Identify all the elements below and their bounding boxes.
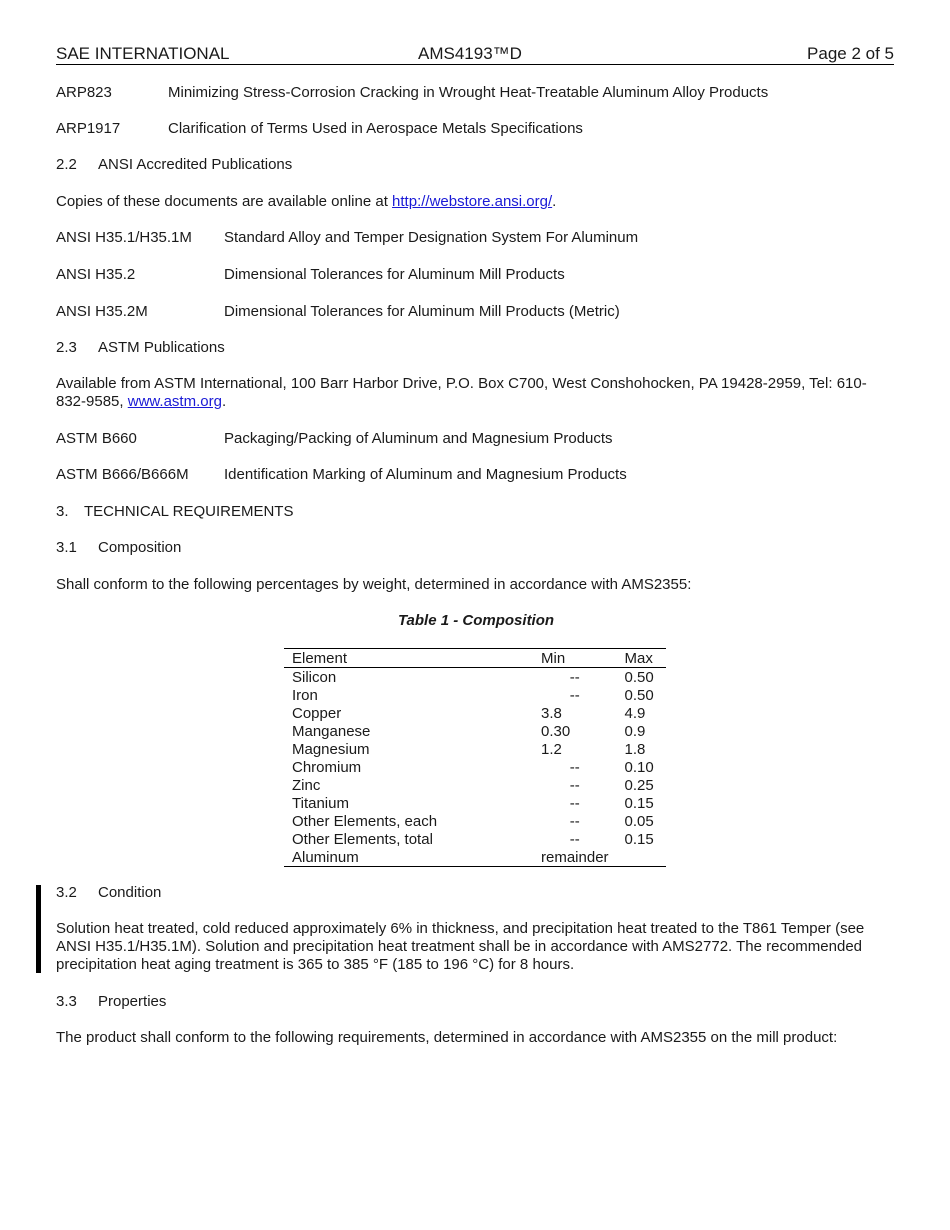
cell-max: 4.9 [624,704,646,722]
cell-element: Zinc [292,776,321,794]
ref-code: ASTM B660 [56,430,137,447]
condition-text: Solution heat treated, cold reduced approximately 6% in thickness, and precipitation heat treated to the T861 Temper (see ANSI H35.1/H35.1M). Solution and precipitation heat treatment shall be in accordance with AMS2772. The recommended precipitation heat aging treatment is 365 to 385 °F (185 to 196 °C) for 8 hours. [56,920,865,973]
cell-element: Copper [292,704,342,722]
section-number: 3. [56,503,69,520]
ref-title: Standard Alloy and Temper Designation System For Aluminum [224,229,639,246]
header-page-number: Page 2 of 5 [807,44,894,63]
section-number: 2.2 [56,156,77,173]
composition-table [284,648,666,867]
cell-min: 3.8 [541,704,562,722]
ref-title: Clarification of Terms Used in Aerospace Metals Specifications [168,120,583,137]
cell-max: 0.25 [624,776,654,794]
table-header-row [284,649,666,668]
ref-code: ARP1917 [56,120,121,137]
properties-intro: The product shall conform to the following requirements, determined in accordance with AMS2355 on the mill product: [56,1029,838,1046]
table-row [284,668,666,687]
cell-min: -- [569,830,580,848]
table-caption: Table 1 - Composition [397,612,555,629]
table-row [284,740,666,758]
composition-intro: Shall conform to the following percentages by weight, determined in accordance with AMS2355: [56,576,692,593]
table-row [284,830,666,848]
column-header-max: Max [617,649,666,668]
cell-max: 0.05 [624,812,654,830]
cell-element: Magnesium [292,740,370,758]
header-publisher: SAE INTERNATIONAL [56,44,230,63]
ref-title: Packaging/Packing of Aluminum and Magnesium Products [224,430,613,447]
header-doc-number: AMS4193™D [418,44,522,63]
cell-min: -- [569,668,580,686]
table-row [284,722,666,740]
ref-code: ASTM B666/B666M [56,466,189,483]
ref-title: Minimizing Stress-Corrosion Cracking in Wrought Heat-Treatable Aluminum Alloy Products [168,84,769,101]
revision-change-bar [36,885,41,973]
table-row [284,776,666,794]
cell-max: 0.15 [624,830,654,848]
section-number: 3.3 [56,993,77,1010]
table-row [284,704,666,722]
table-row [284,848,666,867]
section-heading-condition: Condition [98,884,162,901]
cell-element: Manganese [292,722,371,740]
astm-website-link[interactable]: www.astm.org [127,393,222,410]
table-row [284,812,666,830]
cell-min: -- [569,812,580,830]
cell-element: Other Elements, each [292,812,438,830]
column-header-min: Min [533,649,617,668]
table-row [284,794,666,812]
cell-element: Iron [292,686,318,704]
cell-min: 0.30 [541,722,571,740]
cell-min: -- [569,758,580,776]
cell-element: Silicon [292,668,337,686]
cell-max: 0.10 [624,758,654,776]
ref-title: Dimensional Tolerances for Aluminum Mill Products (Metric) [224,303,620,320]
section-number: 2.3 [56,339,77,356]
section-heading-composition: Composition [98,539,182,556]
section-heading-astm: ASTM Publications [98,339,225,356]
ref-title: Identification Marking of Aluminum and Magnesium Products [224,466,627,483]
table-row [284,686,666,704]
section-number: 3.2 [56,884,77,901]
ref-title: Dimensional Tolerances for Aluminum Mill Products [224,266,565,283]
ref-code: ANSI H35.2M [56,303,148,320]
cell-max: 0.50 [624,686,654,704]
cell-max: 0.50 [624,668,654,686]
section-heading-properties: Properties [98,993,167,1010]
cell-min: remainder [533,848,617,867]
cell-min: -- [569,686,580,704]
ansi-availability-text [56,193,556,211]
period: . [221,393,227,410]
cell-element: Chromium [292,758,362,776]
ansi-availability-sentence: Copies of these documents are available online at [56,193,393,210]
ref-code: ANSI H35.1/H35.1M [56,229,192,246]
table-row [284,758,666,776]
ref-code: ARP823 [56,84,112,101]
section-number: 3.1 [56,539,77,556]
ref-code: ANSI H35.2 [56,266,136,283]
period: . [552,193,557,210]
cell-element: Titanium [292,794,349,812]
cell-min: -- [569,794,580,812]
section-heading-ansi: ANSI Accredited Publications [98,156,293,173]
cell-max [617,848,666,867]
ansi-webstore-link[interactable]: http://webstore.ansi.org/ [392,193,553,210]
column-header-element: Element [284,649,533,668]
astm-availability-sentence: Available from ASTM International, 100 Barr Harbor Drive, P.O. Box C700, West Conshohocken, PA 19428-2959, Tel: 610-832-9585, [56,375,867,410]
cell-max: 1.8 [624,740,646,758]
cell-min: -- [569,776,580,794]
cell-element: Aluminum [284,848,533,867]
cell-max: 0.9 [624,722,646,740]
page-header [56,44,894,65]
cell-element: Other Elements, total [292,830,433,848]
cell-max: 0.15 [624,794,654,812]
section-heading-technical: TECHNICAL REQUIREMENTS [84,503,294,520]
astm-availability-text [56,375,896,411]
cell-min: 1.2 [541,740,562,758]
